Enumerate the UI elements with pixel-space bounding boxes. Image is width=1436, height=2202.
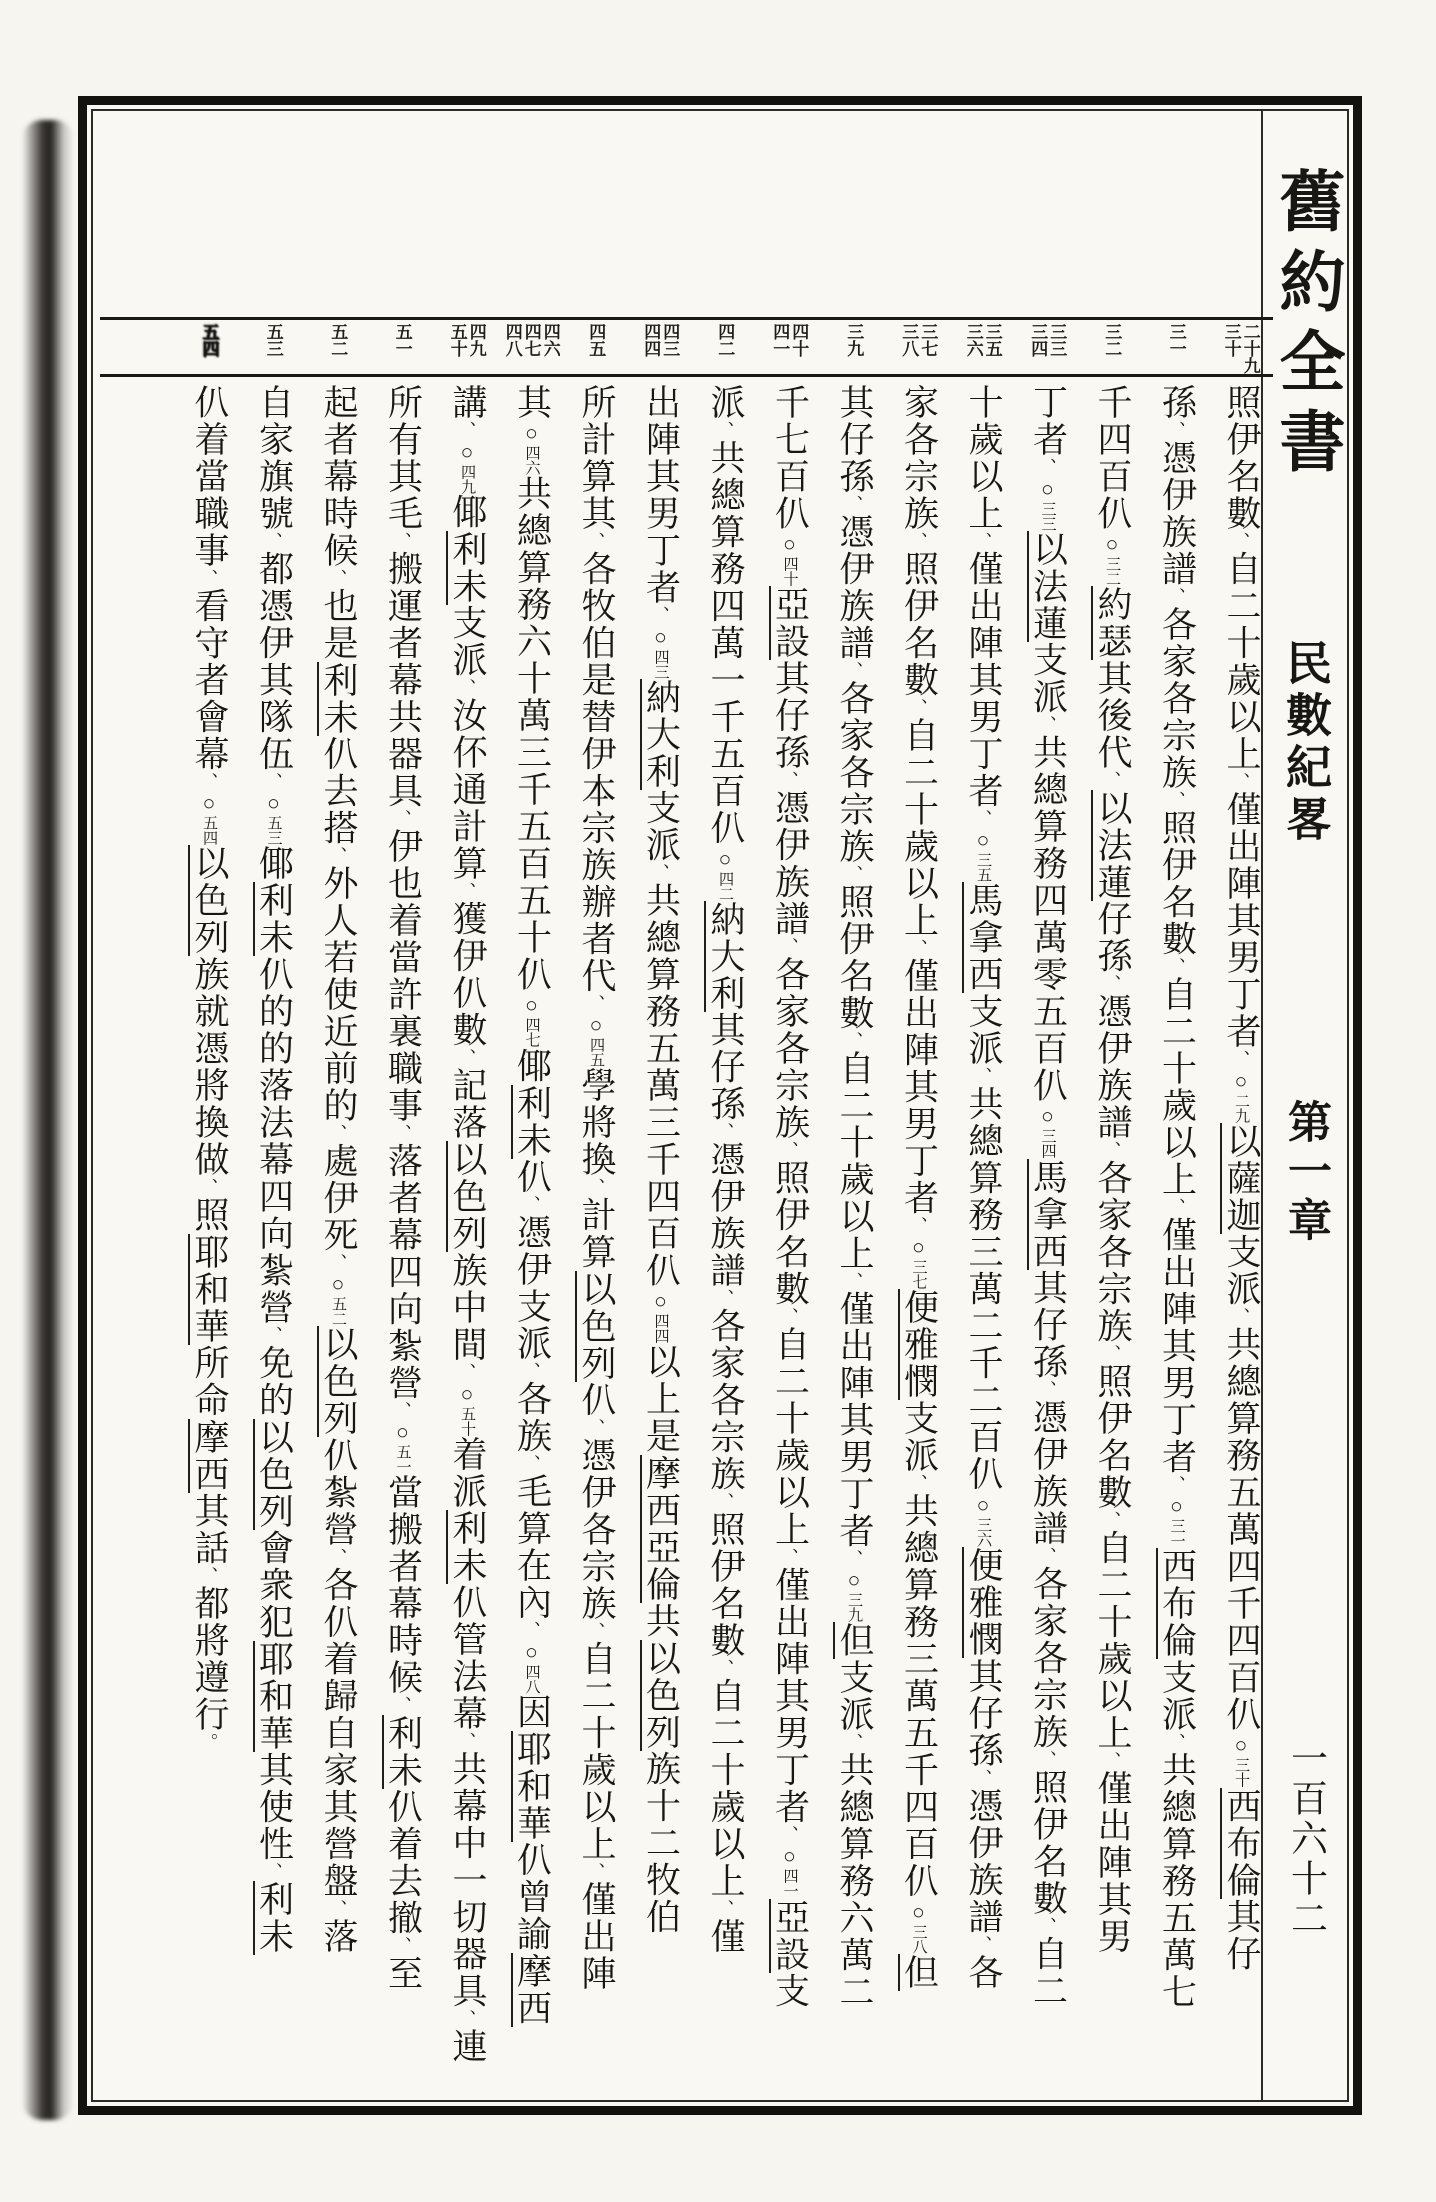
punctuation: 、 — [457, 2009, 477, 2028]
punctuation: 、 — [1102, 974, 1122, 994]
punctuation: 、 — [328, 1899, 348, 1919]
punctuation: 、 — [1166, 421, 1187, 440]
verse-marker: ○四六 — [519, 421, 544, 476]
verse-label-cell — [435, 320, 500, 374]
verse-label-cell — [241, 320, 306, 374]
punctuation: 、 — [263, 1862, 284, 1882]
chapter-title: 第一章 — [1281, 1099, 1330, 1246]
punctuation: 、 — [457, 882, 477, 901]
punctuation: 、 — [1037, 715, 1058, 735]
punctuation: 、 — [1231, 1050, 1251, 1069]
verse-label: 三四 — [1028, 323, 1048, 357]
verse-label: 三五 — [982, 323, 1002, 357]
proper-name: 利未 — [448, 530, 487, 605]
verse-label: 四十 — [789, 323, 809, 357]
proper-name: 西布倫 — [1157, 1548, 1197, 1660]
proper-name: 亞倫 — [641, 1528, 681, 1603]
verse-marker: ○二九 — [1229, 1068, 1253, 1123]
proper-name: 耶和華 — [190, 1233, 229, 1345]
verse-label: 三三 — [1047, 323, 1067, 357]
punctuation: 、 — [328, 846, 348, 865]
verse-label: 三十 — [1221, 323, 1241, 357]
proper-name: 利未 — [383, 1714, 423, 1789]
punctuation: 、 — [1037, 1917, 1058, 1936]
punctuation: 、 — [392, 1401, 413, 1420]
verse-marker: ○三九 — [842, 1568, 866, 1623]
chapter-title-block — [1263, 1099, 1347, 1246]
verse-marker: ○三四 — [1035, 1104, 1060, 1159]
punctuation: 、 — [328, 1124, 348, 1143]
verse-marker: ○四四 — [648, 1289, 673, 1344]
punctuation: 、 — [973, 1067, 993, 1086]
verse-label: 三二 — [1102, 323, 1122, 357]
verse-marker: ○四三 — [648, 624, 673, 679]
proper-name: 以色列 — [254, 1418, 294, 1530]
punctuation: 、 — [844, 495, 864, 514]
punctuation: 、 — [1166, 587, 1187, 606]
punctuation: 、 — [586, 1418, 606, 1438]
verse-marker: ○五四 — [197, 791, 221, 846]
punctuation: 。 — [199, 1733, 219, 1752]
verse-marker: ○四一 — [777, 1844, 802, 1899]
punctuation: 、 — [1166, 791, 1187, 810]
verse-number: 三九 — [846, 1592, 862, 1623]
punctuation: 、 — [650, 606, 671, 625]
punctuation: 、 — [908, 698, 929, 717]
verse-label: 五三 — [263, 323, 283, 357]
page-number-block — [1263, 1739, 1347, 1939]
punctuation: 、 — [199, 1566, 219, 1586]
text-column: 出陣其男丁者、○四三納大利支派、共總算務五萬三千四百仈○四四以上是摩西亞倫共以色列族十二牧伯 — [641, 384, 681, 1936]
verse-marker: ○三十 — [1229, 1733, 1253, 1788]
text-column: 起者幕時候、也是利未仈去搭、外人若使近前的、處伊死、○五二以色列仈紮營、各仈着歸自家其營盤、落 — [319, 384, 358, 1956]
punctuation: 、 — [1166, 957, 1187, 976]
verse-label-cell — [1209, 320, 1274, 374]
verse-number: 三二 — [1104, 556, 1120, 587]
proper-name: 但 — [899, 1954, 939, 1991]
verse-label-cell — [499, 320, 564, 374]
punctuation: 、 — [392, 809, 413, 828]
punctuation: 、 — [844, 1031, 864, 1050]
verse-marker: ○五二 — [326, 1272, 350, 1327]
verse-number: 四七 — [523, 1017, 540, 1048]
proper-name: 利未 — [448, 1510, 487, 1584]
proper-name: 西布倫 — [1222, 1787, 1261, 1899]
verse-label-cell — [757, 320, 822, 374]
verse-label-cell — [1080, 320, 1145, 374]
verse-number: 五四 — [201, 815, 217, 846]
punctuation: 、 — [457, 1363, 477, 1382]
book-title-block — [1263, 167, 1347, 487]
verse-label-cell — [306, 320, 371, 374]
punctuation: 、 — [908, 1474, 929, 1493]
verse-number: 三四 — [1039, 1128, 1056, 1159]
punctuation: 、 — [715, 1899, 735, 1919]
verse-label-cell — [177, 320, 242, 374]
punctuation: 、 — [973, 809, 993, 828]
text-column: 千四百仈○三二約瑟其後代、以法蓮仔孫、憑伊族譜、各家各宗族、照伊名數、自二十歲以上、僅出陣其男 — [1093, 384, 1132, 1956]
verse-marker: ○三二 — [1100, 532, 1124, 587]
punctuation: 、 — [973, 1769, 993, 1788]
verse-label: 四二 — [715, 323, 735, 357]
verse-number: 四九 — [459, 463, 475, 494]
section-title: 民數紀畧 — [1280, 639, 1331, 847]
punctuation: 、 — [1037, 458, 1058, 477]
proper-name: 利未 — [254, 882, 294, 957]
punctuation: 、 — [586, 532, 606, 551]
verse-label-cell — [370, 320, 435, 374]
verse-marker: ○四九 — [455, 439, 479, 494]
punctuation: 、 — [1102, 1344, 1122, 1364]
text-column: 仈着當職事、看守者會幕、○五四以色列族就憑將換做、照耶和華所命摩西其話、都將遵行。 — [190, 384, 229, 1752]
text-column: 講、○四九倻利未支派、汝伓通計算、獲伊仈數、記落以色列族中間、○五十着派利未仈管法幕、共幕中一切器具、連 — [448, 384, 487, 2065]
verse-number: 四三 — [652, 648, 669, 679]
punctuation: 、 — [1231, 772, 1251, 791]
verse-marker: ○三七 — [906, 1235, 931, 1290]
proper-name: 利未 — [512, 1084, 552, 1159]
punctuation: 、 — [263, 772, 284, 791]
punctuation: 、 — [1231, 532, 1251, 551]
verse-label: 四三 — [660, 323, 680, 357]
page-number: 一百六十二 — [1284, 1739, 1326, 1939]
text-column: 所計算其、各牧伯是替伊本宗族辦者代、○四五學將換、計算以色列仈、憑伊各宗族、自二十歲以上、僅出陣 — [577, 384, 616, 1993]
punctuation: 、 — [1166, 1475, 1187, 1494]
punctuation: 、 — [908, 532, 929, 551]
punctuation: 、 — [457, 1732, 477, 1751]
verse-label: 三八 — [899, 323, 919, 357]
punctuation: 、 — [586, 994, 606, 1013]
proper-name: 以色列 — [319, 1326, 358, 1438]
text-column: 照伊名數、自二十歲以上、僅出陣其男丁者、○二九以薩迦支派、共總算務五萬四千四百仈○三十西布倫其仔 — [1222, 384, 1261, 1973]
proper-name: 但 — [835, 1622, 874, 1660]
punctuation: 、 — [199, 1178, 219, 1197]
text-column: 家各宗族、照伊名數、自二十歲以上、僅出陣其男丁者、○三七便雅憫支派、共總算務三萬五千四百仈○三八但 — [899, 384, 939, 1991]
text-area — [100, 384, 1273, 2084]
page-frame — [78, 96, 1362, 2115]
punctuation: 、 — [715, 1289, 735, 1308]
verse-marker: ○五十 — [455, 1381, 479, 1436]
proper-name: 利未 — [319, 661, 358, 736]
title-column — [1261, 111, 1347, 2100]
punctuation: 、 — [844, 1272, 864, 1291]
verse-number: 五一 — [394, 1444, 411, 1475]
verse-marker: ○四五 — [584, 1013, 608, 1068]
verse-label-cell — [564, 320, 629, 374]
verse-label: 四五 — [586, 323, 606, 357]
verse-label: 四七 — [521, 323, 541, 357]
punctuation: 、 — [973, 532, 993, 551]
punctuation: 、 — [1102, 1751, 1122, 1771]
punctuation: 、 — [779, 937, 800, 957]
punctuation: 、 — [1037, 1547, 1058, 1566]
punctuation: 、 — [392, 1936, 413, 1956]
verse-label: 三七 — [918, 323, 938, 357]
verse-number: 五二 — [330, 1296, 346, 1327]
verse-number-band — [100, 317, 1273, 377]
proper-name: 馬拿西 — [1028, 1158, 1068, 1270]
text-column: 千七百仈○四十亞設其仔孫、憑伊族譜、各家各宗族、照伊名數、自二十歲以上、僅出陣其男丁者、○四一亞設支 — [770, 384, 810, 2010]
verse-number: 三三 — [1039, 500, 1056, 531]
punctuation: 、 — [1166, 1198, 1187, 1217]
punctuation: 、 — [457, 421, 477, 440]
proper-name: 以色列 — [190, 845, 229, 957]
punctuation: 、 — [844, 661, 864, 680]
punctuation: 、 — [328, 1253, 348, 1272]
verse-number: 三十 — [1233, 1757, 1249, 1788]
verse-label-cell — [822, 320, 887, 374]
punctuation: 、 — [521, 1454, 542, 1473]
text-column: 自家旗號、都憑伊其隊伍、○五三倻利未仈的的落法幕四向紮營、免的以色列會衆犯耶和華其使性、利未 — [254, 384, 294, 1956]
verse-label-cell — [951, 320, 1016, 374]
verse-label-cell — [886, 320, 951, 374]
punctuation: 、 — [328, 569, 348, 588]
verse-label: 三九 — [844, 323, 864, 357]
verse-label: 四九 — [466, 323, 486, 357]
punctuation: 、 — [650, 863, 671, 883]
verse-marker: ○三五 — [971, 828, 995, 883]
verse-number: 三七 — [910, 1259, 927, 1290]
text-column: 孫、憑伊族譜、各家各宗族、照伊名數、自二十歲以上、僅出陣其男丁者、○三一西布倫支派、共總算務五萬七 — [1157, 384, 1197, 2011]
verse-marker: ○五三 — [261, 791, 286, 846]
verse-label: 二十九 — [1240, 323, 1260, 374]
punctuation: 、 — [715, 1659, 735, 1678]
punctuation: 、 — [586, 1862, 606, 1882]
verse-marker: ○三一 — [1164, 1494, 1189, 1549]
verse-marker: ○五一 — [390, 1420, 415, 1475]
proper-name: 納大利 — [641, 678, 681, 790]
proper-name: 以色列 — [577, 1270, 616, 1382]
verse-label: 五十 — [447, 323, 467, 357]
punctuation: 、 — [715, 1122, 735, 1142]
punctuation: 、 — [715, 1492, 735, 1512]
verse-marker: ○四七 — [519, 993, 544, 1048]
verse-marker: ○三三 — [1035, 476, 1060, 531]
punctuation: 、 — [844, 1733, 864, 1752]
proper-name: 便雅憫 — [899, 1289, 939, 1401]
punctuation: 、 — [392, 1124, 413, 1143]
proper-name: 馬拿西 — [964, 882, 1003, 994]
punctuation: 、 — [263, 532, 284, 551]
verse-label: 三一 — [1166, 323, 1186, 357]
punctuation: 、 — [199, 772, 219, 791]
verse-marker: ○三六 — [971, 1492, 995, 1547]
punctuation: 、 — [779, 1141, 800, 1160]
verse-label: 四八 — [502, 323, 522, 357]
proper-name: 摩西 — [512, 1952, 552, 2027]
verse-number: 四五 — [588, 1037, 604, 1068]
text-column: 其○四六共總算務六十萬三千五百五十仈○四七倻利未仈、憑伊支派、各族、毛算在內、○四八因耶和華仈曾諭摩西 — [512, 384, 552, 2027]
punctuation: 、 — [1102, 1141, 1122, 1160]
verse-label: 五四 — [199, 323, 219, 357]
punctuation: 、 — [586, 1622, 606, 1641]
proper-name: 摩西 — [190, 1418, 229, 1493]
text-column: 十歲以上、僅出陣其男丁者、○三五馬拿西支派、共總算務三萬二千二百仈○三六便雅憫其仔孫、憑伊族譜、各 — [964, 384, 1003, 1991]
verse-label-cell — [693, 320, 758, 374]
text-column: 所有其毛、搬運者幕共器具、伊也着當許裏職事、落者幕四向紮營、○五一當搬者幕時候、利未仈着去撤、至 — [383, 384, 423, 1993]
punctuation: 、 — [1166, 1733, 1187, 1752]
verse-marker: ○四二 — [713, 846, 737, 901]
punctuation: 、 — [908, 1216, 929, 1235]
verse-number: 三一 — [1168, 1518, 1185, 1549]
punctuation: 、 — [392, 1696, 413, 1715]
punctuation: 、 — [521, 1195, 542, 1214]
proper-name: 納大利 — [706, 900, 745, 1012]
verse-number: 三五 — [975, 852, 991, 883]
punctuation: 、 — [779, 771, 800, 790]
text-column: 丁者、○三三以法蓮支派、共總算務四萬零五百仈○三四馬拿西其仔孫、憑伊族譜、各家各宗族、照伊名數、自二 — [1028, 384, 1068, 2010]
proper-name: 便雅憫 — [964, 1547, 1003, 1658]
verse-number: 三六 — [975, 1516, 991, 1547]
punctuation: 、 — [521, 1362, 542, 1381]
punctuation: 、 — [328, 1548, 348, 1567]
scan-gutter-shadow — [22, 120, 74, 2120]
punctuation: 、 — [1102, 771, 1122, 790]
punctuation: 、 — [779, 1548, 800, 1567]
verse-label-cell — [1015, 320, 1080, 374]
punctuation: 、 — [1037, 1750, 1058, 1769]
verse-number: 四四 — [652, 1313, 669, 1344]
punctuation: 、 — [844, 865, 864, 884]
verse-label: 四四 — [641, 323, 661, 357]
proper-name: 亞設 — [770, 586, 810, 661]
verse-label: 五二 — [328, 323, 348, 357]
punctuation: 、 — [263, 1326, 284, 1345]
text-column: 派、共總算務四萬一千五百仈○四二納大利其仔孫、憑伊族譜、各家各宗族、照伊名數、自二十歲以上、僅 — [706, 384, 745, 1956]
punctuation: 、 — [457, 1048, 477, 1068]
verse-number: 四六 — [523, 445, 540, 476]
proper-name: 約瑟 — [1093, 586, 1132, 661]
punctuation: 、 — [844, 1549, 864, 1568]
verse-label: 四一 — [770, 323, 790, 357]
proper-name: 以色列 — [448, 1141, 487, 1253]
punctuation: 、 — [457, 678, 477, 698]
proper-name: 亞設 — [770, 1898, 810, 1973]
verse-marker: ○三八 — [906, 1899, 931, 1954]
verse-number: 四十 — [781, 556, 798, 587]
verse-marker: ○四八 — [519, 1639, 544, 1694]
punctuation: 、 — [1037, 1380, 1058, 1399]
verse-number: 二九 — [1233, 1092, 1249, 1123]
book-title: 舊約全書 — [1269, 167, 1342, 487]
punctuation: 、 — [779, 1825, 800, 1845]
verse-number: 四二 — [717, 870, 733, 901]
verse-number: 五三 — [265, 815, 282, 846]
verse-marker: ○四十 — [777, 532, 802, 587]
verse-label: 五一 — [392, 323, 412, 357]
punctuation: 、 — [199, 569, 219, 588]
text-column: 其仔孫、憑伊族譜、各家各宗族、照伊名數、自二十歲以上、僅出陣其男丁者、○三九但支派、共總算務六萬二 — [835, 384, 874, 2011]
punctuation: 、 — [586, 1178, 606, 1197]
punctuation: 、 — [973, 1935, 993, 1954]
proper-name: 耶和華 — [512, 1730, 552, 1842]
verse-number: 五十 — [459, 1405, 475, 1436]
punctuation: 、 — [908, 939, 929, 958]
verse-label: 四六 — [540, 323, 560, 357]
punctuation: 、 — [715, 421, 735, 440]
proper-name: 耶和華 — [254, 1640, 294, 1752]
proper-name: 以法蓮 — [1093, 789, 1132, 901]
proper-name: 利未 — [254, 1881, 294, 1956]
punctuation: 、 — [392, 532, 413, 551]
proper-name: 摩西 — [641, 1454, 681, 1529]
verse-label-cell — [1144, 320, 1209, 374]
verse-number: 三八 — [910, 1923, 927, 1954]
proper-name: 以色列 — [641, 1639, 681, 1751]
verse-number: 四一 — [781, 1868, 798, 1899]
punctuation: 、 — [1231, 1307, 1251, 1327]
section-title-block — [1263, 639, 1347, 847]
verse-label-cell — [628, 320, 693, 374]
proper-name: 以薩迦 — [1222, 1122, 1261, 1234]
verse-label: 三六 — [963, 323, 983, 357]
punctuation: 、 — [521, 1621, 542, 1640]
punctuation: 、 — [1102, 1511, 1122, 1530]
verse-number: 四八 — [523, 1663, 540, 1694]
punctuation: 、 — [779, 1307, 800, 1327]
proper-name: 以法蓮 — [1028, 530, 1068, 642]
